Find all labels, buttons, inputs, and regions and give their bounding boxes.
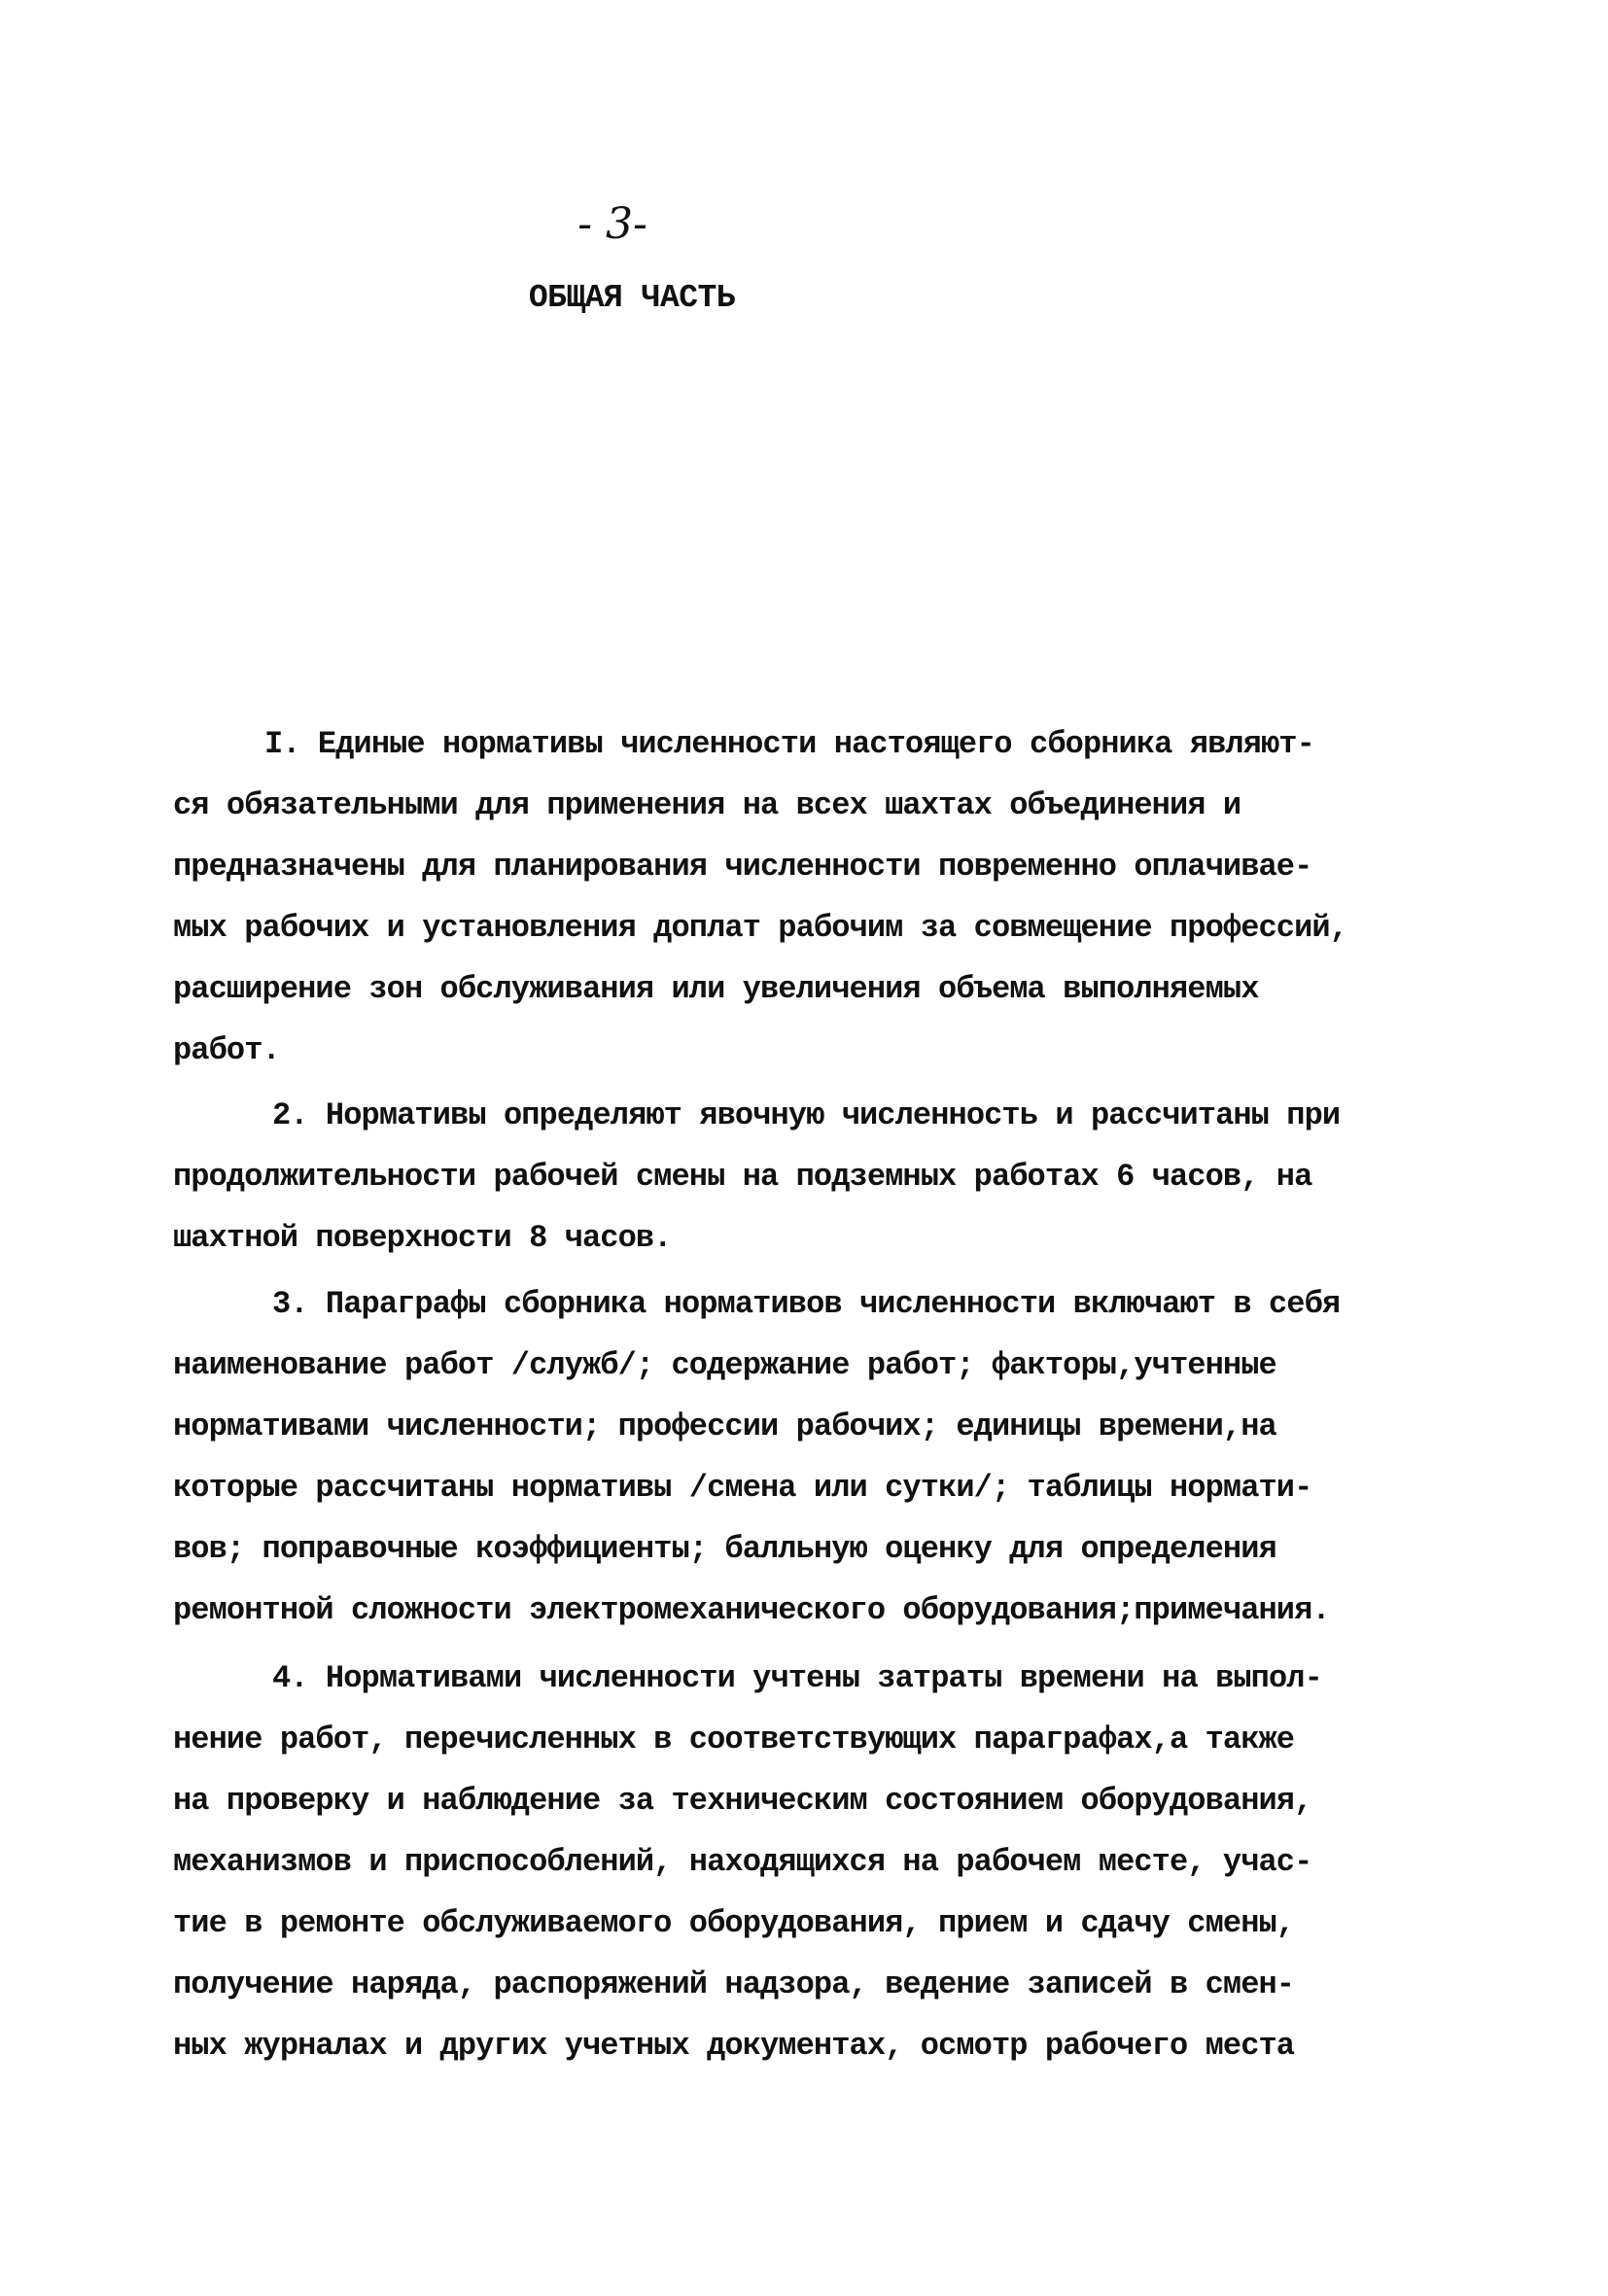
paragraph-line: которые рассчитаны нормативы /смена или сутки/; таблицы нормати- bbox=[173, 1470, 1312, 1506]
paragraph-line: 3. Параграфы сборника нормативов численности включают в себя bbox=[272, 1286, 1341, 1322]
paragraph-line: 2. Нормативы определяют явочную численность и рассчитаны при bbox=[272, 1097, 1341, 1133]
paragraph-line: нение работ, перечисленных в соответствующих параграфах,а также bbox=[173, 1722, 1295, 1757]
paragraph-line: наименование работ /служб/; содержание работ; факторы,учтенные bbox=[173, 1347, 1276, 1383]
paragraph-line: механизмов и приспособлений, находящихся на рабочем месте, учас- bbox=[173, 1844, 1312, 1880]
paragraph-line: тие в ремонте обслуживаемого оборудования, прием и сдачу смены, bbox=[173, 1905, 1295, 1941]
paragraph-line: вов; поправочные коэффициенты; балльную оценку для определения bbox=[173, 1531, 1276, 1567]
page-number: - 3- bbox=[577, 199, 647, 249]
paragraph-line: предназначены для планирования численности повременно оплачивае- bbox=[173, 849, 1312, 885]
paragraph-line: 4. Нормативами численности учтены затраты времени на выпол- bbox=[272, 1660, 1322, 1696]
paragraph-line: нормативами численности; профессии рабочих; единицы времени,на bbox=[173, 1409, 1276, 1444]
paragraph-line: I. Единые нормативы численности настоящего сборника являют- bbox=[264, 726, 1314, 762]
paragraph-line: получение наряда, распоряжений надзора, ведение записей в смен- bbox=[173, 1966, 1295, 2002]
paragraph-line: работ. bbox=[173, 1032, 280, 1068]
paragraph-line: продолжительности рабочей смены на подземных работах 6 часов, на bbox=[173, 1159, 1312, 1195]
paragraph-line: расширение зон обслуживания или увеличения объема выполняемых bbox=[173, 971, 1259, 1007]
paragraph-line: ся обязательными для применения на всех шахтах объединения и bbox=[173, 787, 1241, 823]
paragraph-line: шахтной поверхности 8 часов. bbox=[173, 1220, 672, 1256]
section-title: ОБЩАЯ ЧАСТЬ bbox=[528, 280, 736, 316]
paragraph-line: мых рабочих и установления доплат рабочим за совмещение профессий, bbox=[173, 910, 1348, 946]
paragraph-line: ремонтной сложности электромеханического оборудования;примечания. bbox=[173, 1592, 1330, 1628]
paragraph-line: на проверку и наблюдение за техническим состоянием оборудования, bbox=[173, 1783, 1312, 1819]
paragraph-line: ных журналах и других учетных документах, осмотр рабочего места bbox=[173, 2028, 1295, 2064]
